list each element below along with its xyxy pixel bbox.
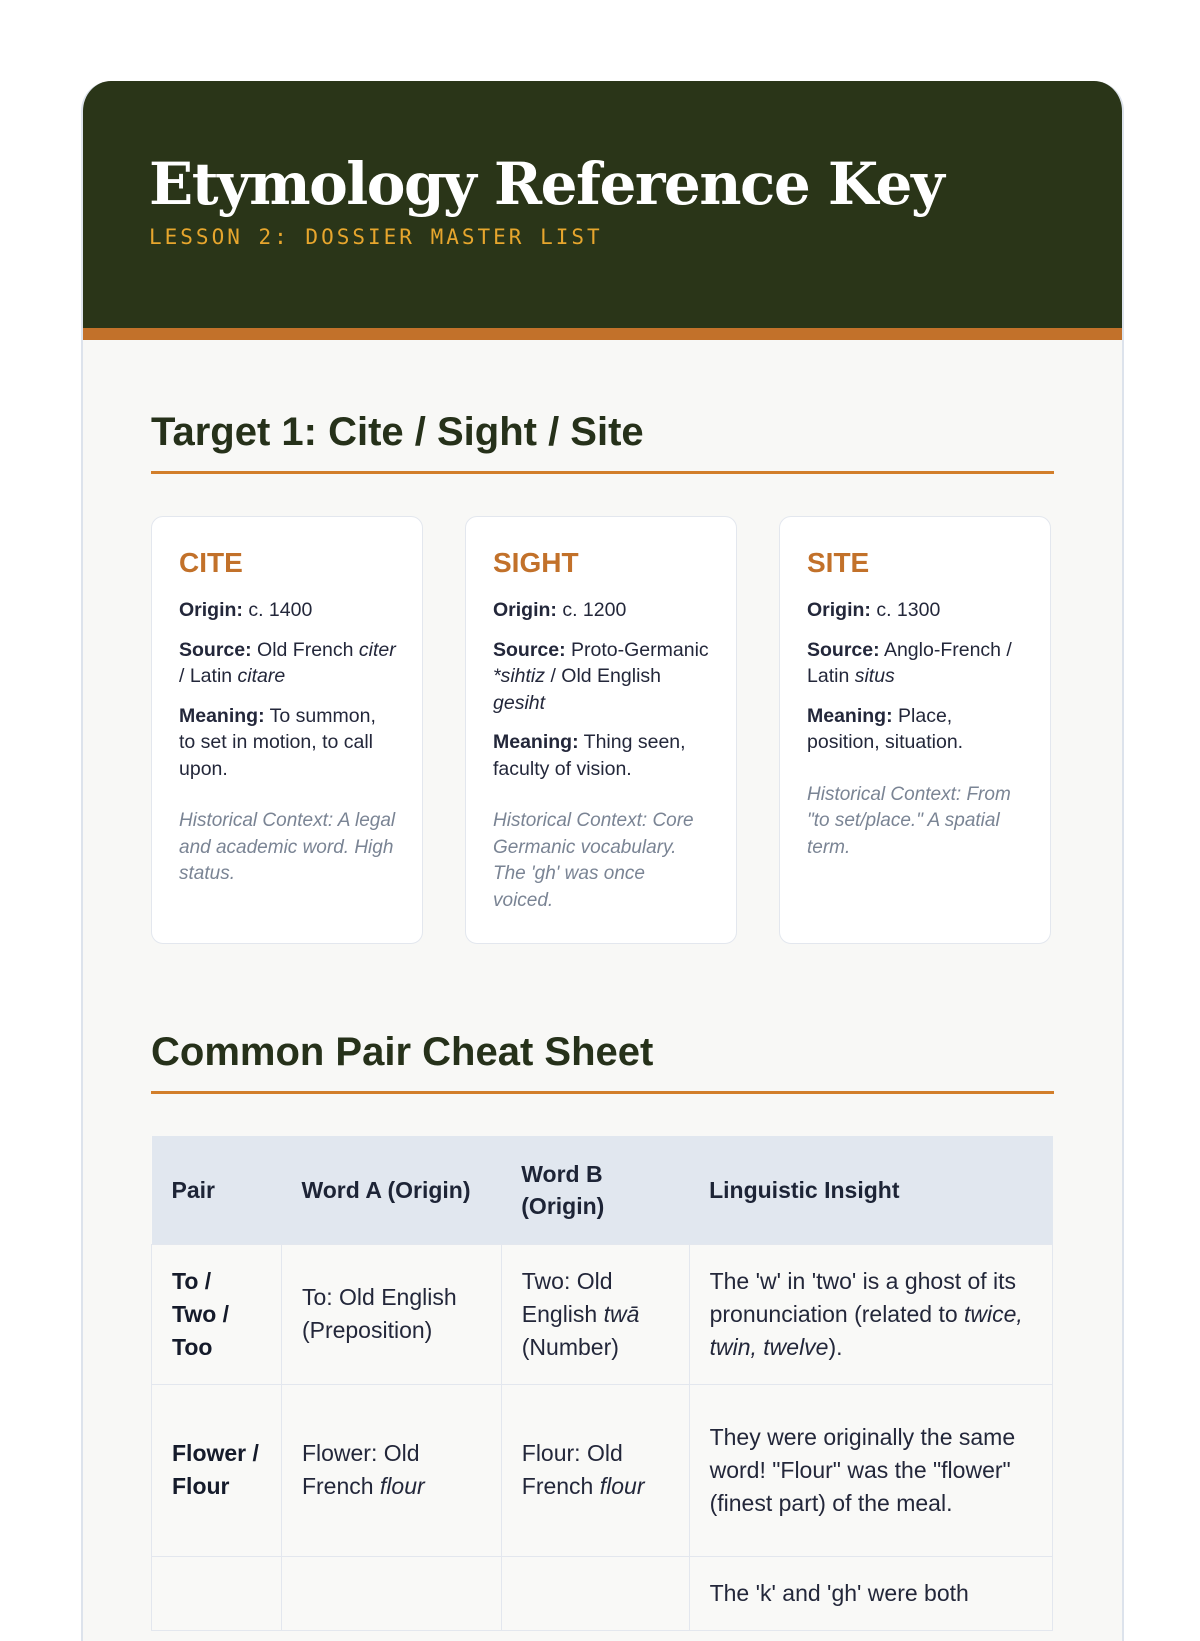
column-header-pair: Pair [152, 1136, 282, 1244]
card-meaning: Meaning: To summon, to set in motion, to call upon. [179, 704, 376, 780]
word-a-cell: Flower: Old French flour [281, 1384, 501, 1556]
column-header-insight: Linguistic Insight [689, 1136, 1052, 1244]
insight-cell: The 'w' in 'two' is a ghost of its pronunciation (related to twice, twin, twelve). [689, 1244, 1052, 1384]
table-row [152, 1384, 1053, 1556]
card-source: Source: Proto-Germanic *sihtiz / Old English gesiht [493, 638, 709, 714]
word-b-cell: Flour: Old French flour [501, 1384, 689, 1556]
word-card-cite [151, 516, 423, 944]
card-origin: Origin: c. 1200 [493, 599, 627, 621]
table-row [152, 1244, 1053, 1384]
table-row [152, 1556, 1053, 1630]
column-header-word-b: Word B (Origin) [501, 1136, 689, 1244]
pair-cell [152, 1556, 282, 1630]
page-title: Etymology Reference Key [149, 150, 944, 218]
card-source: Source: Anglo-French / Latin situs [807, 638, 1012, 687]
card-source: Source: Old French citer / Latin citare [179, 638, 396, 687]
cheatsheet-heading: Common Pair Cheat Sheet [151, 1030, 1054, 1094]
insight-cell: The 'k' and 'gh' were both [689, 1556, 1052, 1630]
target-heading: Target 1: Cite / Sight / Site [151, 410, 1054, 474]
card-origin: Origin: c. 1400 [179, 599, 313, 621]
card-word: CITE [179, 547, 243, 578]
word-a-cell: To: Old English (Preposition) [281, 1244, 501, 1384]
card-meaning: Meaning: Thing seen, faculty of vision. [493, 731, 686, 780]
word-a-cell [281, 1556, 501, 1630]
card-context: Historical Context: From "to set/place." A spatial term. [807, 783, 1011, 858]
card-context: Historical Context: A legal and academic word. High status. [179, 810, 396, 884]
card-origin: Origin: c. 1300 [807, 599, 941, 621]
page-subtitle: LESSON 2: DOSSIER MASTER LIST [149, 225, 603, 249]
header-banner [83, 81, 1122, 340]
word-b-cell: Two: Old English twā (Number) [501, 1244, 689, 1384]
card-word: SITE [807, 547, 870, 578]
pair-cell: To / Two / Too [152, 1244, 282, 1384]
table-header-row [152, 1136, 1053, 1244]
word-card-site [779, 516, 1051, 944]
word-b-cell [501, 1556, 689, 1630]
card-word: SIGHT [493, 547, 579, 578]
insight-cell: They were originally the same word! "Flour" was the "flower" (finest part) of the meal. [689, 1384, 1052, 1556]
pair-table [151, 1136, 1053, 1631]
card-meaning: Meaning: Place, position, situation. [807, 704, 964, 753]
pair-cell: Flower / Flour [152, 1384, 282, 1556]
word-cards [151, 516, 1054, 944]
card-context: Historical Context: Core Germanic vocabulary. The 'gh' was once voiced. [493, 810, 694, 911]
column-header-word-a: Word A (Origin) [281, 1136, 501, 1244]
reference-sheet [81, 81, 1124, 1641]
word-card-sight [465, 516, 737, 944]
